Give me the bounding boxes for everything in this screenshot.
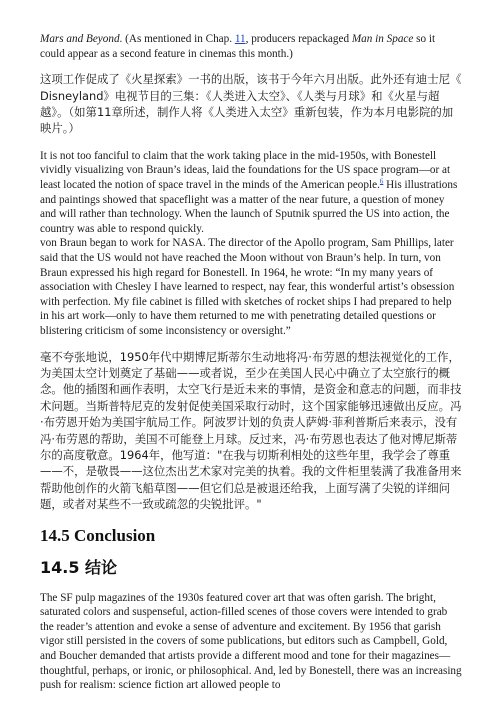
page-content (40, 32, 462, 703)
text-run: , producers repackaged (245, 33, 352, 45)
paragraph-zh-1: 这项工作促成了《火星探索》一书的出版，该书于今年六月出版。此外还有迪士尼《 Disneyland》电视节目的三集：《人类进入太空》、《人类与月球》和《火星与超越》。（如第11章所述，制作人将《人类进入太空》重新包装，作为本月电影院的加映片。） (40, 72, 462, 136)
paragraph-en-4: The SF pulp magazines of the 1930s featured cover art that was often garish. The bright, saturated colors and suspenseful, action-filled scenes of those covers were intended to grab the reader’s attention and evoke a sense of adventure and excitement. By 1956 that garish vigor still persisted in the covers of some publications, but editors such as Campbell, Gold, and Boucher demanded that artists provide a different mood and tone for their magazines—thoughtful, perhaps, or ironic, or philosophical. And, led by Bonestell, there was an increasing push for realism: science fiction art allowed people to (40, 591, 462, 692)
text-run: His illustrations and paintings showed that spaceflight was a matter of the near future, a question of money and will rather than technology. When the launch of Sputnik spurred the US into action, the country was able to respond quickly. (40, 179, 458, 235)
paragraph-zh-2: 毫不夸张地说，1950年代中期博尼斯蒂尔生动地将冯·布劳恩的想法视觉化的工作，为美国太空计划奠定了基础——或者说，至少在美国人民心中确立了太空旅行的概念。他的插图和画作表明，太空飞行是近未来的事情，是资金和意志的问题，而非技术问题。当斯普特尼克的发射促使美国采取行动时，这个国家能够迅速做出反应。冯·布劳恩开始为美国宇航局工作。阿波罗计划的负责人萨姆·菲利普斯后来表示，没有冯·布劳恩的帮助，美国不可能登上月球。反过来，冯·布劳恩也表达了他对博尼斯蒂尔的高度敬意。1964年，他写道："在我与切斯利相处的这些年里，我学会了尊重——不，是敬畏——这位杰出艺术家对完美的执着。我的文件柜里装满了我准备用来帮助他创作的火箭飞船草图——但它们总是被退还给我，上面写满了尖锐的详细问题，或者对某些不一致或疏忽的尖锐批评。" (40, 349, 462, 512)
text-run: . (As mentioned in Chap. (119, 33, 235, 45)
footnote-link[interactable]: 6 (379, 177, 384, 186)
book-title: Mars and Beyond (40, 33, 120, 45)
film-title: Man in Space (351, 33, 414, 45)
section-heading-zh: 14.5 结论 (40, 557, 118, 577)
text-run: so it could appear as a second feature in cinemas this month.) (40, 33, 436, 60)
text-run: It is not too fanciful to claim that the work taking place in the mid-1950s, with Bonestell vividly visualizing von Braun’s ideas, laid the foundations for the US space program—or at least located the notion of space travel in the minds of the American people. (40, 149, 451, 191)
paragraph-en-1 (40, 32, 462, 61)
section-heading-en: 14.5 Conclusion (40, 525, 156, 545)
paragraph-en-2 (40, 149, 462, 237)
chapter-link[interactable]: 11 (234, 33, 246, 45)
paragraph-en-3: von Braun began to work for NASA. The director of the Apollo program, Sam Phillips, later said that the US would not have reached the Moon without von Braun’s help. In turn, von Braun expressed his high regard for Bonestell. In 1964, he wrote: “In my many years of association with Chesley I have learned to respect, nay fear, this wonderful artist’s obsession with perfection. My file cabinet is filled with sketches of rocket ships I had prepared to help in his art work—only to have them returned to me with penetrating detailed questions or blistering criticism of some inconsistency or oversight.” (40, 237, 455, 337)
